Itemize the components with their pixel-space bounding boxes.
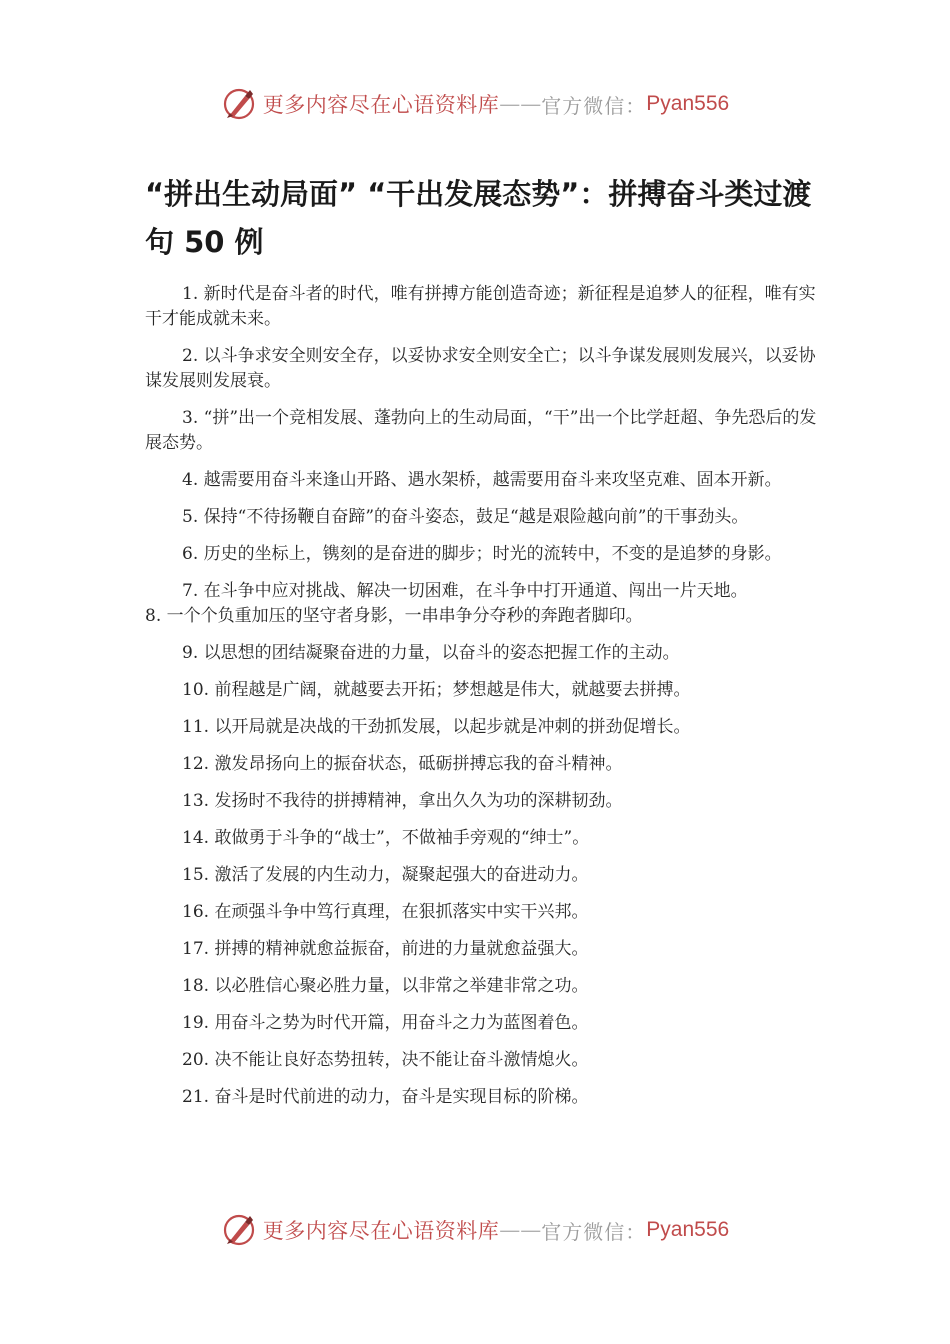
banner-separator: ——: [499, 92, 542, 116]
list-item: 4. 越需要用奋斗来逢山开路、遇水架桥，越需要用奋斗来攻坚克难、固本开新。: [182, 470, 782, 490]
list-item: 20. 决不能让良好态势扭转，决不能让奋斗激情熄火。: [182, 1050, 589, 1070]
list-item: 16. 在顽强斗争中笃行真理，在狠抓落实中实干兴邦。: [182, 902, 589, 922]
list-item: 11. 以开局就是决战的干劲抓发展，以起步就是冲刺的拼劲促增长。: [182, 717, 691, 737]
document-body: [145, 282, 825, 1122]
list-item: 13. 发扬时不我待的拼搏精神，拿出久久为功的深耕韧劲。: [182, 791, 623, 811]
list-item: 14. 敢做勇于斗争的“战士”，不做袖手旁观的“绅士”。: [182, 828, 590, 848]
list-item: 12. 激发昂扬向上的振奋状态，砥砺拼搏忘我的奋斗精神。: [182, 754, 623, 774]
document-title: “拼出生动局面” “干出发展态势”：拼搏奋斗类过渡句 50 例: [145, 177, 812, 259]
footer-banner: [0, 1210, 950, 1250]
banner-wechat-id: Pyan556: [646, 92, 730, 115]
banner-wechat-label: 官方微信：: [541, 1219, 647, 1244]
banner-slogan: 更多内容尽在心语资料库: [262, 93, 500, 117]
list-item: 9. 以思想的团结凝聚奋进的力量，以奋斗的姿态把握工作的主动。: [182, 643, 680, 663]
list-item: 15. 激活了发展的内生动力，凝聚起强大的奋进动力。: [182, 865, 589, 885]
list-item: 10. 前程越是广阔，就越要去开拓；梦想越是伟大，就越要去拼搏。: [182, 680, 691, 700]
list-item: 7. 在斗争中应对挑战、解决一切困难，在斗争中打开通道、闯出一片天地。: [182, 581, 748, 601]
pen-logo-icon: [221, 1212, 257, 1248]
list-item: 3. “拼”出一个竞相发展、蓬勃向上的生动局面，“干”出一个比学赶超、争先恐后的发展态势。: [145, 408, 817, 453]
header-banner: [0, 84, 950, 124]
list-item: 18. 以必胜信心聚必胜力量，以非常之举建非常之功。: [182, 976, 589, 996]
banner-wechat-id: Pyan556: [646, 1218, 730, 1241]
list-item: 21. 奋斗是时代前进的动力，奋斗是实现目标的阶梯。: [182, 1087, 589, 1107]
list-item: 1. 新时代是奋斗者的时代，唯有拼搏方能创造奇迹；新征程是追梦人的征程，唯有实干才能成就未来。: [145, 284, 816, 329]
list-item: 6. 历史的坐标上，镌刻的是奋进的脚步；时光的流转中，不变的是追梦的身影。: [182, 544, 782, 564]
list-item: 19. 用奋斗之势为时代开篇，用奋斗之力为蓝图着色。: [182, 1013, 589, 1033]
banner-separator: ——: [499, 1218, 542, 1242]
list-item: 5. 保持“不待扬鞭自奋蹄”的奋斗姿态，鼓足“越是艰险越向前”的干事劲头。: [182, 507, 749, 527]
list-item: 17. 拼搏的精神就愈益振奋，前进的力量就愈益强大。: [182, 939, 589, 959]
list-item: 8. 一个个负重加压的坚守者身影，一串串争分夺秒的奔跑者脚印。: [145, 606, 643, 626]
pen-logo-icon: [221, 86, 257, 122]
banner-slogan: 更多内容尽在心语资料库: [262, 1219, 500, 1243]
banner-wechat-label: 官方微信：: [541, 93, 647, 118]
list-item: 2. 以斗争求安全则安全存，以妥协求安全则安全亡；以斗争谋发展则发展兴，以妥协谋发展则发展衰。: [145, 346, 816, 391]
